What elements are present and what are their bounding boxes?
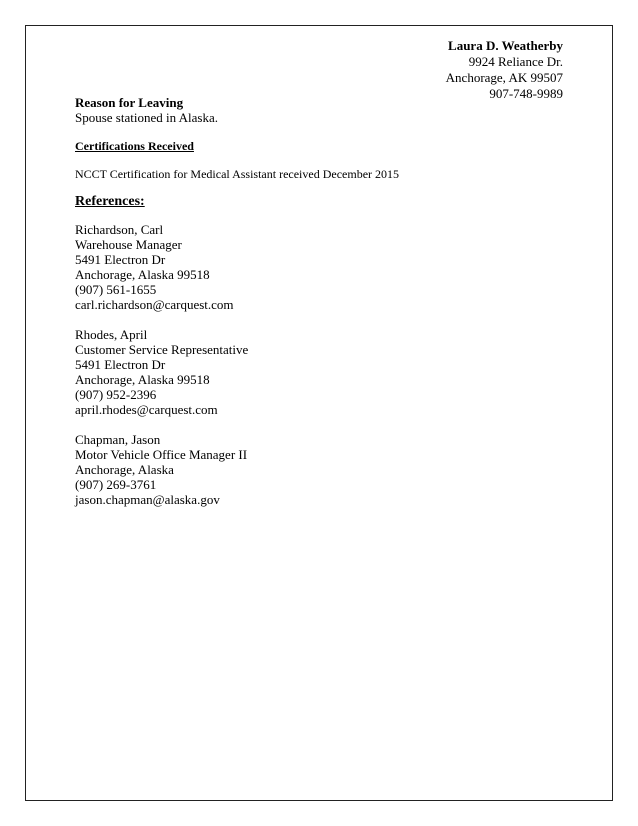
certifications-section [75,139,565,182]
reference-name: Richardson, Carl [75,222,164,237]
reference-title: Warehouse Manager [75,237,182,252]
certifications-text: NCCT Certification for Medical Assistant received December 2015 [75,167,400,181]
contact-block [446,38,563,102]
reference-email: jason.chapman@alaska.gov [75,492,220,507]
reference-entry [75,432,565,507]
reference-title: Motor Vehicle Office Manager II [75,447,248,462]
references-heading: References: [75,194,145,209]
reason-heading: Reason for Leaving [75,95,184,110]
reference-phone: (907) 269-3761 [75,477,157,492]
contact-address: 9924 Reliance Dr. [468,54,563,69]
document-body [75,95,565,507]
contact-phone: 907-748-9989 [489,86,563,101]
reference-city: Anchorage, Alaska 99518 [75,372,210,387]
reference-name: Rhodes, April [75,327,148,342]
reason-section [75,95,565,125]
reference-entry [75,222,565,312]
reference-city: Anchorage, Alaska [75,462,174,477]
reason-text: Spouse stationed in Alaska. [75,110,218,125]
reference-entry [75,327,565,417]
contact-city: Anchorage, AK 99507 [445,70,563,85]
reference-email: april.rhodes@carquest.com [75,402,218,417]
certifications-heading: Certifications Received [75,139,194,153]
reference-street: 5491 Electron Dr [75,357,166,372]
reference-email: carl.richardson@carquest.com [75,297,234,312]
reference-name: Chapman, Jason [75,432,161,447]
reference-street: 5491 Electron Dr [75,252,166,267]
reference-title: Customer Service Representative [75,342,249,357]
reference-city: Anchorage, Alaska 99518 [75,267,210,282]
reference-phone: (907) 952-2396 [75,387,157,402]
reference-phone: (907) 561-1655 [75,282,157,297]
contact-name: Laura D. Weatherby [448,38,563,53]
references-section [75,194,565,507]
